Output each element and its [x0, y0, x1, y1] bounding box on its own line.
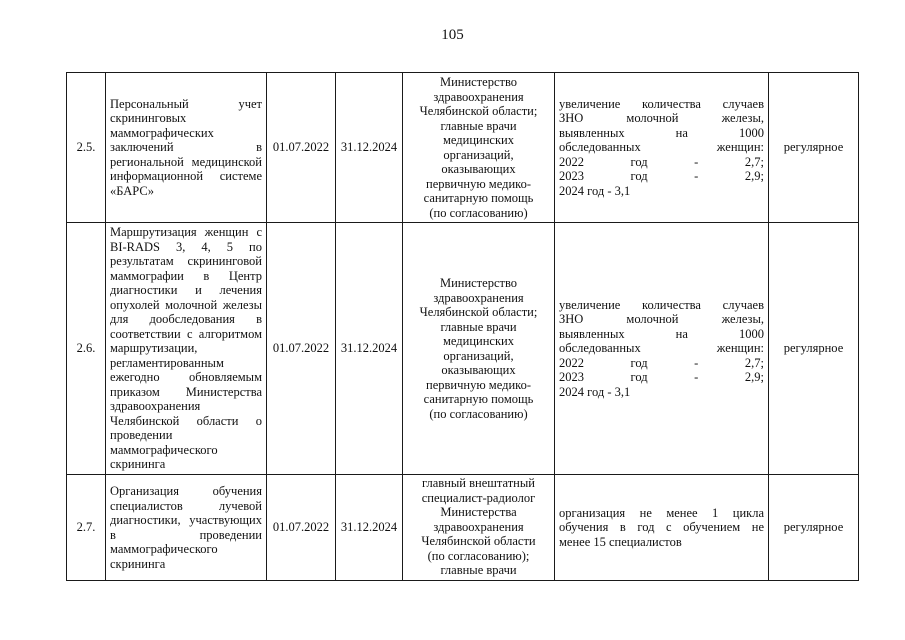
start-date: 01.07.2022	[267, 73, 336, 223]
description-line: приказом Министерства	[110, 384, 262, 399]
row-number: 2.6.	[67, 223, 106, 475]
result-line: 2022 год - 2,7;	[559, 355, 764, 370]
activity-description	[106, 475, 267, 581]
periodicity: регулярное	[769, 73, 859, 223]
description-line: региональной медицинской	[110, 154, 262, 169]
result-line: выявленных на 1000	[559, 125, 764, 140]
responsible-line: (по согласованию)	[429, 205, 528, 220]
description-line: скрининга	[110, 556, 166, 571]
expected-result	[555, 475, 769, 581]
description-line: соответствии с алгоритмом	[110, 326, 262, 341]
page-number: 105	[441, 27, 464, 43]
responsible-line: специалист-радиолог	[421, 490, 536, 505]
activity-description	[106, 73, 267, 223]
description-line: проведении	[110, 428, 173, 443]
description-line: регламентированным	[110, 355, 224, 370]
responsible-executors	[403, 223, 555, 475]
result-line: увеличение количества случаев	[559, 96, 764, 111]
result-line: 2024 год - 3,1	[559, 183, 631, 198]
description-line: здравоохранения	[110, 399, 201, 414]
table-row	[67, 475, 859, 581]
responsible-line: (по согласованию)	[429, 406, 528, 421]
result-line: организация не менее 1 цикла	[559, 505, 764, 520]
description-line: результатам скрининговой	[110, 254, 262, 269]
description-line: для дообследования в	[110, 312, 262, 327]
description-line: Челябинской области о	[110, 413, 262, 428]
responsible-line: здравоохранения	[433, 89, 524, 104]
result-line: 2024 год - 3,1	[559, 384, 631, 399]
table-row	[67, 73, 859, 223]
description-line: диагностики и лечения	[110, 283, 262, 298]
description-line: скрининга	[110, 457, 166, 472]
description-line: маршрутизации,	[110, 341, 198, 356]
responsible-line: главные врачи	[440, 118, 517, 133]
description-line: Маршрутизация женщин с	[110, 225, 262, 240]
description-line: маммографического	[110, 442, 218, 457]
expected-result	[555, 223, 769, 475]
description-line: Организация обучения	[110, 484, 262, 498]
responsible-line: оказывающих	[441, 363, 516, 377]
expected-result	[555, 73, 769, 223]
responsible-line: медицинских	[443, 334, 514, 348]
description-line: специалистов лучевой	[110, 498, 262, 513]
plan-table	[66, 72, 859, 581]
end-date: 31.12.2024	[336, 73, 403, 223]
responsible-line: Министерство	[439, 276, 518, 290]
plan-table-body	[67, 73, 859, 581]
result-line: 2023 год - 2,9;	[559, 169, 764, 184]
description-line: ежегодно обновляемым	[110, 370, 262, 385]
result-line: увеличение количества случаев	[559, 297, 764, 312]
responsible-line: здравоохранения	[433, 519, 524, 534]
result-line: ЗНО молочной железы,	[559, 312, 764, 327]
description-line: скрининговых	[110, 111, 187, 126]
description-line: в проведении	[110, 527, 262, 542]
result-line: 2023 год - 2,9;	[559, 370, 764, 385]
responsible-line: оказывающих	[441, 162, 516, 176]
row-number: 2.7.	[67, 475, 106, 581]
description-line: BI-RADS 3, 4, 5 по	[110, 239, 262, 254]
responsible-line: организаций,	[443, 147, 514, 162]
periodicity: регулярное	[769, 223, 859, 475]
responsible-line: Министерства	[440, 505, 517, 519]
responsible-line: первичную медико-	[426, 176, 531, 191]
end-date: 31.12.2024	[336, 223, 403, 475]
description-line: Персональный учет	[110, 96, 262, 111]
description-line: опухолей молочной железы	[110, 297, 262, 312]
responsible-executors	[403, 73, 555, 223]
responsible-line: главные врачи	[440, 563, 517, 577]
responsible-line: главные врачи	[440, 319, 517, 334]
description-line: заключений в	[110, 140, 262, 155]
description-line: «БАРС»	[110, 183, 154, 198]
end-date: 31.12.2024	[336, 475, 403, 581]
start-date: 01.07.2022	[267, 475, 336, 581]
activity-description	[106, 223, 267, 475]
result-line: выявленных на 1000	[559, 326, 764, 341]
description-line: маммографических	[110, 125, 214, 140]
responsible-line: первичную медико-	[426, 377, 531, 392]
description-line: маммографического	[110, 542, 218, 556]
responsible-line: главный внештатный	[422, 476, 535, 490]
row-number: 2.5.	[67, 73, 106, 223]
responsible-line: здравоохранения	[433, 290, 524, 305]
responsible-executors	[403, 475, 555, 581]
description-line: диагностики, участвующих	[110, 513, 262, 527]
responsible-line: санитарную помощь	[423, 191, 534, 205]
responsible-line: Челябинской области;	[419, 305, 538, 319]
table-row	[67, 223, 859, 475]
periodicity: регулярное	[769, 475, 859, 581]
description-line: информационной системе	[110, 169, 262, 184]
responsible-line: (по согласованию);	[427, 548, 530, 563]
responsible-line: медицинских	[443, 133, 514, 147]
description-line: маммографии в Центр	[110, 268, 262, 283]
responsible-line: организаций,	[443, 348, 514, 363]
result-line: 2022 год - 2,7;	[559, 154, 764, 169]
responsible-line: Министерство	[439, 75, 518, 89]
responsible-line: Челябинской области	[421, 534, 536, 548]
result-line: обучения в год с обучением не	[559, 520, 764, 535]
responsible-line: Челябинской области;	[419, 104, 538, 118]
result-line: менее 15 специалистов	[559, 534, 682, 549]
result-line: ЗНО молочной железы,	[559, 111, 764, 126]
result-line: обследованных женщин:	[559, 341, 764, 356]
responsible-line: санитарную помощь	[423, 392, 534, 406]
start-date: 01.07.2022	[267, 223, 336, 475]
result-line: обследованных женщин:	[559, 140, 764, 155]
